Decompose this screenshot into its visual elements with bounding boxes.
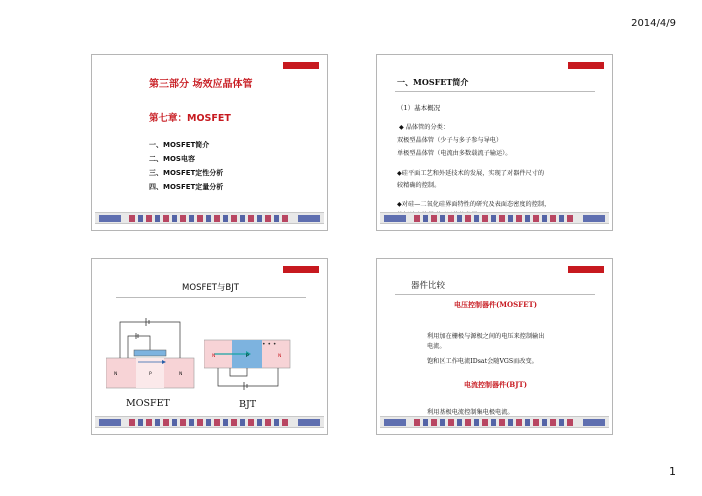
slide-1 — [91, 54, 328, 231]
outline-item: 二、MOS电容 — [149, 155, 195, 163]
slide-footer-bar — [380, 416, 609, 428]
body-line: ◆对硅—二氧化硅界面特性的研究及表面态密度的控制， — [397, 201, 551, 208]
svg-text:• • •: • • • — [262, 341, 277, 348]
outline-item: 三、MOSFET定性分析 — [149, 169, 224, 177]
section-heading: 电流控制器件(BJT) — [463, 380, 528, 389]
print-date: 2014/4/9 — [631, 18, 676, 29]
slide-title: MOSFET与BJT — [182, 283, 239, 293]
bjt-region: N — [212, 354, 216, 359]
bjt-diagram — [204, 334, 299, 399]
slide-4 — [376, 258, 613, 435]
slide-2 — [376, 54, 613, 231]
slide-top-bar — [568, 266, 604, 273]
body-line: 利用基极电流控制集电极电流。 — [427, 409, 514, 416]
mos-region: N — [179, 372, 183, 377]
outline-item: 四、MOSFET定量分析 — [149, 183, 224, 191]
slide-footer-bar — [95, 212, 324, 224]
bjt-label: BJT — [239, 399, 257, 410]
slide-title: 第三部分 场效应晶体管 — [149, 79, 253, 90]
mos-region: N — [114, 372, 118, 377]
slide-top-bar — [283, 62, 319, 69]
slide-title: 一、MOSFET简介 — [397, 77, 469, 87]
body-line: 双极型晶体管（少子与多子参与导电） — [397, 137, 503, 144]
mos-region: P — [149, 372, 152, 377]
page-number: 1 — [669, 465, 676, 478]
bjt-region: P — [246, 354, 249, 359]
outline-item: 一、MOSFET简介 — [149, 141, 210, 149]
body-line: ◆硅平面工艺和外延技术的发展，实现了对器件尺寸的 — [397, 170, 545, 177]
slide-title: 器件比较 — [411, 281, 446, 291]
body-line: ◆ 晶体管的分类： — [399, 124, 450, 131]
chapter-title: 第七章：MOSFET — [149, 113, 231, 124]
slide-footer-bar — [380, 212, 609, 224]
mosfet-label: MOSFET — [126, 398, 170, 409]
body-line: （1）基本概况 — [397, 104, 441, 112]
section-heading: 电压控制器件(MOSFET) — [453, 300, 538, 309]
bjt-region: N — [278, 354, 282, 359]
slide-3 — [91, 258, 328, 435]
slide-top-bar — [283, 266, 319, 273]
body-line: 较精确的控制。 — [397, 182, 441, 189]
body-line: 单极型晶体管（电流由多数载流子输运）。 — [397, 150, 512, 157]
mosfet-diagram — [106, 314, 206, 394]
body-line: 利用加在栅极与源极之间的电压来控制输出 — [427, 333, 545, 340]
body-line: 饱和区工作电流IDsat会随VGS而改变。 — [427, 358, 538, 365]
body-line: 电流。 — [427, 343, 446, 350]
slide-top-bar — [568, 62, 604, 69]
slide-footer-bar — [95, 416, 324, 428]
